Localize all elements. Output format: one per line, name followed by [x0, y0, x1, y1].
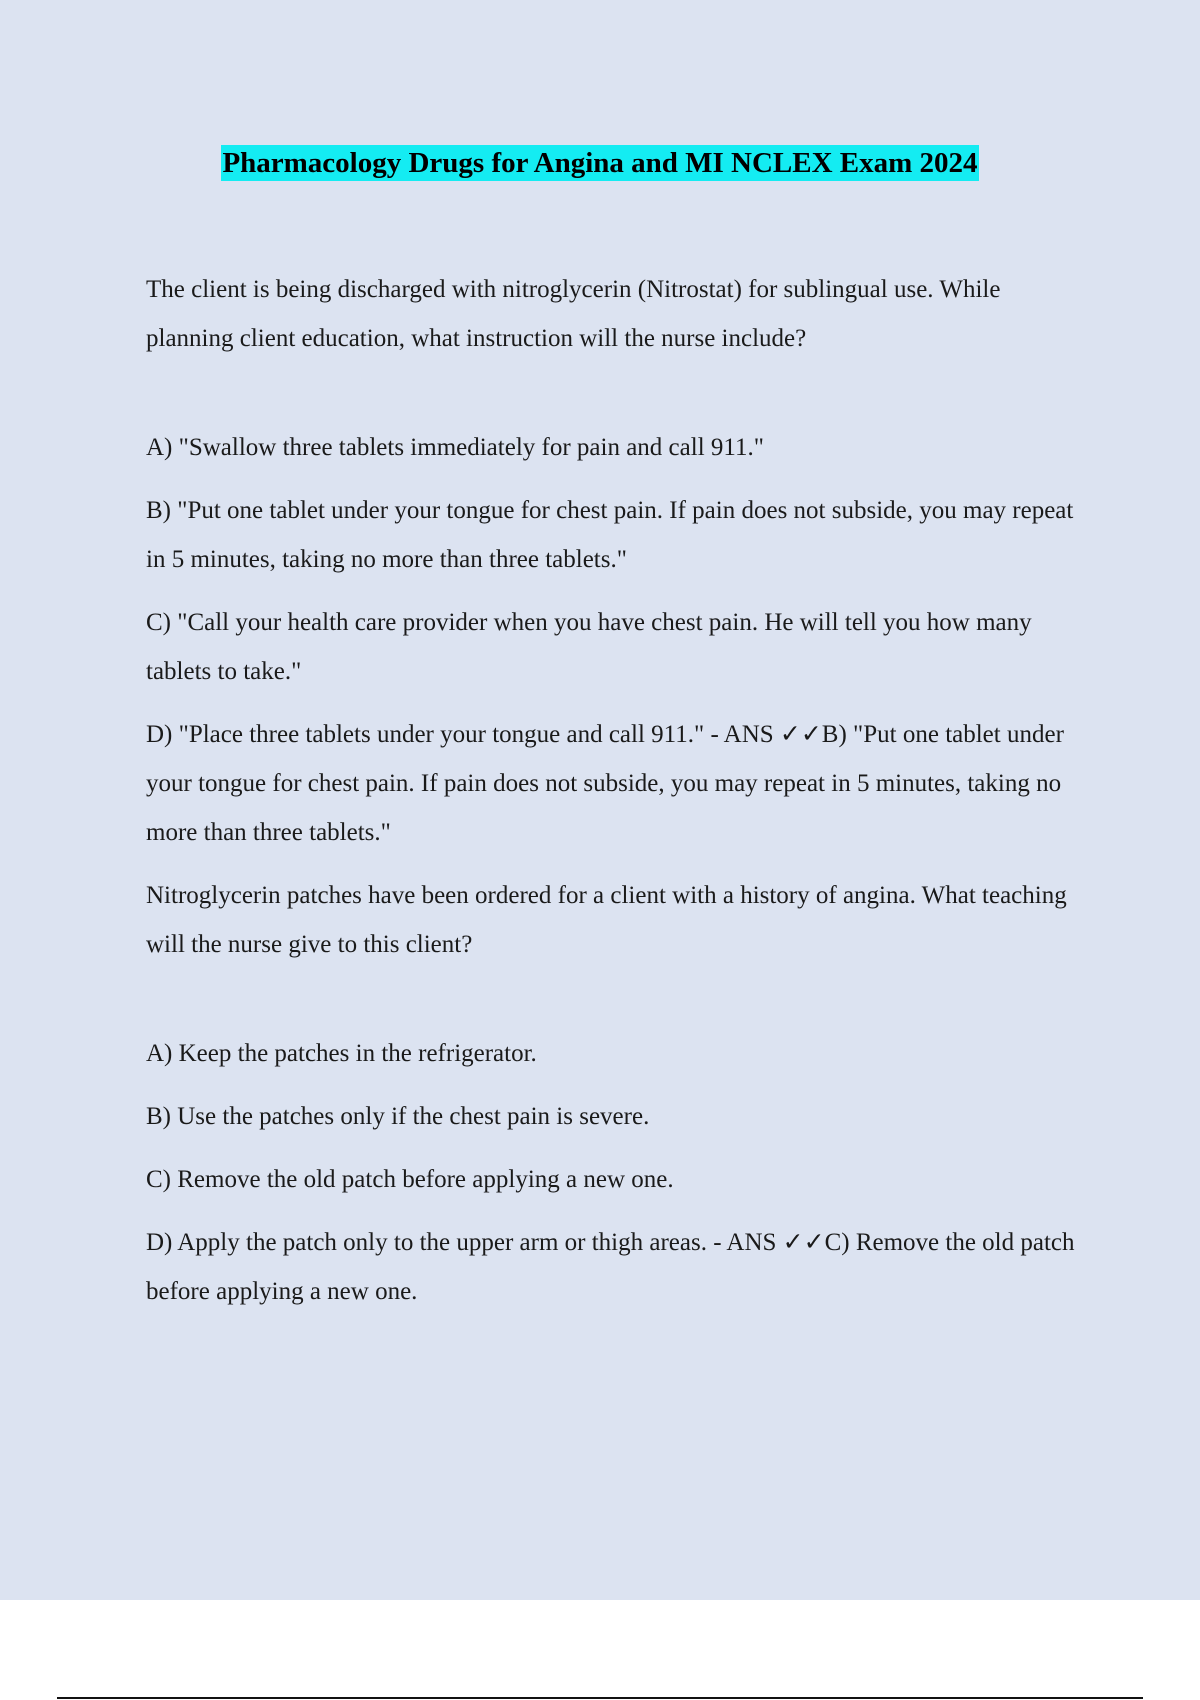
question-2-option-c: C) Remove the old patch before applying a new one.: [146, 1166, 674, 1193]
question-2-option-a: A) Keep the patches in the refrigerator.: [146, 1040, 537, 1067]
title-container: [0, 145, 1200, 181]
question-2-option-b: B) Use the patches only if the chest pain is severe.: [146, 1103, 650, 1130]
question-1-option-c: C) "Call your health care provider when you have chest pain. He will tell you how many tablets to take.": [146, 609, 1032, 685]
question-1-option-a: A) "Swallow three tablets immediately for pain and call 911.": [146, 434, 764, 461]
question-1-options: [146, 423, 1086, 857]
question-1-option-d-answer: D) "Place three tablets under your tongue and call 911." - ANS ✓✓B) "Put one tablet under your tongue for chest pain. If pain does not subside, you may repeat in 5 minutes, taking no more than three tablets.": [146, 721, 1064, 846]
question-1-stem: The client is being discharged with nitroglycerin (Nitrostat) for sublingual use. While planning client education, what instruction will the nurse include?: [146, 276, 1001, 352]
question-2-options: [146, 1029, 1086, 1316]
question-2-option-d-answer: D) Apply the patch only to the upper arm or thigh areas. - ANS ✓✓C) Remove the old patch before applying a new one.: [146, 1229, 1075, 1305]
document-content: [146, 265, 1086, 1330]
footer-divider: [57, 1697, 1143, 1699]
document-title: Pharmacology Drugs for Angina and MI NCLEX Exam 2024: [222, 147, 978, 179]
question-2-stem: Nitroglycerin patches have been ordered for a client with a history of angina. What teaching will the nurse give to this client?: [146, 882, 1067, 958]
question-1-option-b: B) "Put one tablet under your tongue for chest pain. If pain does not subside, you may repeat in 5 minutes, taking no more than three tablets.": [146, 497, 1074, 573]
